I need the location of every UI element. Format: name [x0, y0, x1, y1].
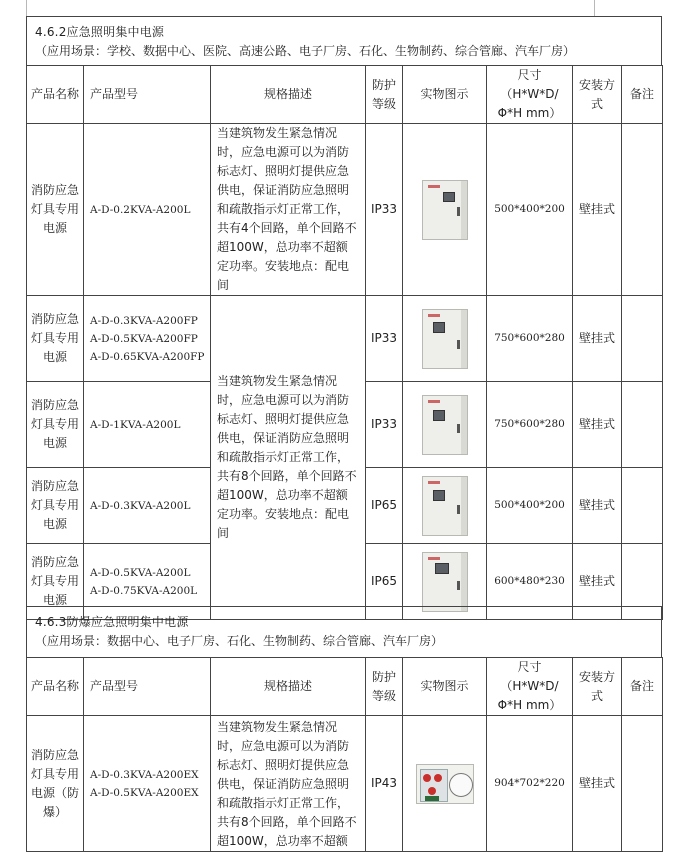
header-install: 安装方式 — [573, 66, 622, 124]
model-line: A-D-0.3KVA-A200EX — [90, 768, 199, 781]
model-line: A-D-0.3KVA-A200L — [90, 499, 191, 512]
spec-table-462 — [26, 65, 663, 620]
table-header-row — [27, 66, 663, 124]
section-title: 4.6.2应急照明集中电源 — [35, 25, 165, 39]
dimensions: 600*480*230 — [487, 544, 573, 620]
spec-description: 当建筑物发生紧急情况时，应急电源可以为消防标志灯、照明灯提供应急供电，保证消防应急照明和疏散指示灯正常工作，共有8个回路，单个回路不超100W，总功率不超额 — [211, 716, 366, 852]
ip-rating: IP33 — [366, 296, 403, 382]
spec-description: 当建筑物发生紧急情况时，应急电源可以为消防标志灯、照明灯提供应急供电，保证消防应急照明和疏散指示灯正常工作，共有8个回路，单个回路不超100W，总功率不超额定功率。安装地点：配电间 — [211, 296, 366, 620]
product-photo-cell — [403, 716, 487, 852]
cabinet-lock — [457, 207, 460, 216]
page-guide-right — [594, 0, 595, 16]
cabinet-lock — [457, 505, 460, 514]
dimensions: 500*400*200 — [487, 124, 573, 296]
product-photo-cell — [403, 124, 487, 296]
header-name: 产品名称 — [27, 66, 84, 124]
product-name: 消防应急灯具专用电源 — [27, 124, 84, 296]
brand-mark — [428, 557, 440, 560]
brand-mark — [428, 185, 440, 188]
indicator-light — [434, 774, 442, 782]
product-name: 消防应急灯具专用电源 — [27, 544, 84, 620]
install-method: 壁挂式 — [573, 468, 622, 544]
header-photo: 实物图示 — [403, 658, 487, 716]
dimensions: 904*702*220 — [487, 716, 573, 852]
ip-rating: IP33 — [366, 382, 403, 468]
product-photo-cell — [403, 382, 487, 468]
table-header-row — [27, 658, 663, 716]
header-name: 产品名称 — [27, 658, 84, 716]
section-title: 4.6.3防爆应急照明集中电源 — [35, 615, 189, 629]
model-line: A-D-0.5KVA-A200EX — [90, 786, 199, 799]
dimensions: 750*600*280 — [487, 296, 573, 382]
header-ip: 防护等级 — [366, 66, 403, 124]
install-method: 壁挂式 — [573, 716, 622, 852]
cabinet-photo — [422, 395, 468, 455]
header-desc: 规格描述 — [211, 658, 366, 716]
cabinet-lock — [457, 340, 460, 349]
header-desc: 规格描述 — [211, 66, 366, 124]
page-guide-left — [26, 0, 27, 16]
product-name: 消防应急灯具专用电源 — [27, 468, 84, 544]
cabinet-lock — [457, 581, 460, 590]
ip-rating: IP43 — [366, 716, 403, 852]
install-method: 壁挂式 — [573, 544, 622, 620]
ip-rating: IP65 — [366, 544, 403, 620]
header-size: 尺寸（H*W*D/Φ*H mm） — [487, 658, 573, 716]
product-model — [84, 382, 211, 468]
cabinet-photo — [422, 552, 468, 612]
brand-mark — [428, 481, 440, 484]
section-scenes: （应用场景：学校、数据中心、医院、高速公路、电子厂房、石化、生物制药、综合管廊、汽车厂房） — [35, 44, 576, 58]
display-window — [433, 322, 445, 333]
section-header-462 — [26, 16, 662, 66]
table-row — [27, 296, 663, 382]
cabinet-lock — [457, 424, 460, 433]
header-model: 产品型号 — [84, 658, 211, 716]
remark — [622, 468, 663, 544]
product-model — [84, 296, 211, 382]
header-note: 备注 — [622, 658, 663, 716]
explosion-proof-photo — [416, 764, 474, 804]
header-install: 安装方式 — [573, 658, 622, 716]
dimensions: 750*600*280 — [487, 382, 573, 468]
model-line: A-D-0.65KVA-A200FP — [90, 350, 205, 363]
cabinet-photo — [422, 309, 468, 369]
product-photo-cell — [403, 296, 487, 382]
model-line: A-D-0.3KVA-A200FP — [90, 314, 198, 327]
table-row — [27, 124, 663, 296]
header-photo: 实物图示 — [403, 66, 487, 124]
model-line: A-D-0.5KVA-A200L — [90, 566, 191, 579]
ip-rating: IP33 — [366, 124, 403, 296]
cabinet-photo — [422, 180, 468, 240]
remark — [622, 124, 663, 296]
indicator-light — [423, 774, 431, 782]
display-window — [433, 410, 445, 421]
product-name: 消防应急灯具专用电源 — [27, 296, 84, 382]
product-model — [84, 124, 211, 296]
remark — [622, 296, 663, 382]
model-line: A-D-1KVA-A200L — [90, 418, 181, 431]
meter-gauge — [449, 773, 473, 797]
product-photo-cell — [403, 468, 487, 544]
display-window — [435, 563, 449, 574]
brand-mark — [428, 314, 440, 317]
display-window — [443, 192, 455, 202]
header-ip: 防护等级 — [366, 658, 403, 716]
spec-description: 当建筑物发生紧急情况时，应急电源可以为消防标志灯、照明灯提供应急供电，保证消防应急照明和疏散指示灯正常工作，共有4个回路，单个回路不超100W，总功率不超额定功率。安装地点：配电间 — [211, 124, 366, 296]
remark — [622, 716, 663, 852]
product-name: 消防应急灯具专用电源（防爆） — [27, 716, 84, 852]
label-plate — [425, 796, 439, 801]
brand-mark — [428, 400, 440, 403]
cabinet-photo — [422, 476, 468, 536]
model-line: A-D-0.5KVA-A200FP — [90, 332, 198, 345]
model-line: A-D-0.75KVA-A200L — [90, 584, 198, 597]
product-model — [84, 468, 211, 544]
spec-table-463 — [26, 657, 663, 852]
header-size: 尺寸（H*W*D/Φ*H mm） — [487, 66, 573, 124]
indicator-light — [428, 787, 436, 795]
install-method: 壁挂式 — [573, 296, 622, 382]
remark — [622, 382, 663, 468]
install-method: 壁挂式 — [573, 124, 622, 296]
product-name: 消防应急灯具专用电源 — [27, 382, 84, 468]
ip-rating: IP65 — [366, 468, 403, 544]
section-header-463 — [26, 606, 662, 658]
model-line: A-D-0.2KVA-A200L — [90, 203, 191, 216]
header-model: 产品型号 — [84, 66, 211, 124]
product-model — [84, 716, 211, 852]
dimensions: 500*400*200 — [487, 468, 573, 544]
table-row — [27, 716, 663, 852]
section-scenes: （应用场景：数据中心、电子厂房、石化、生物制药、综合管廊、汽车厂房） — [35, 634, 444, 648]
header-note: 备注 — [622, 66, 663, 124]
install-method: 壁挂式 — [573, 382, 622, 468]
display-window — [433, 490, 445, 501]
